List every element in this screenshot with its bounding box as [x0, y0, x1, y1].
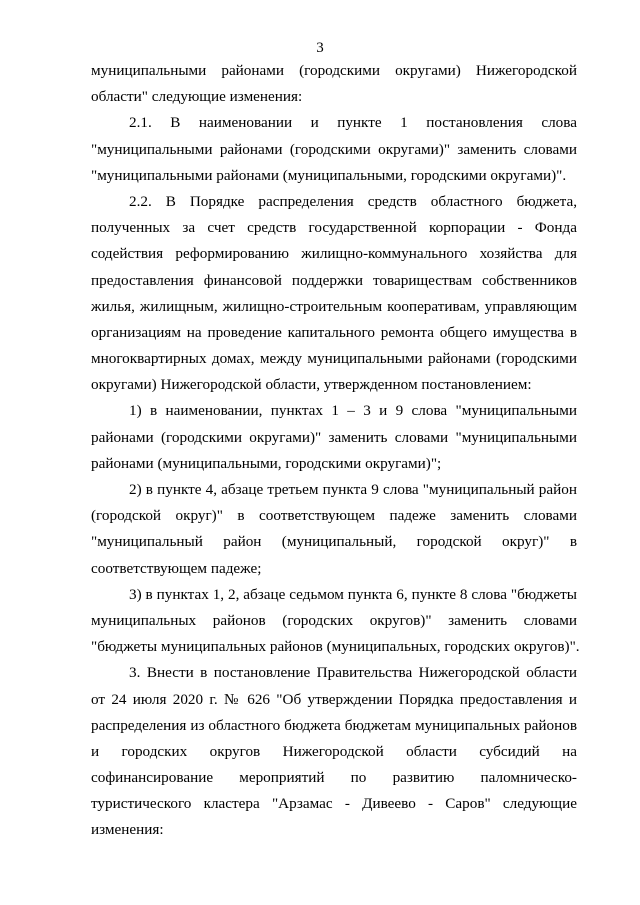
- page-number: 3: [316, 40, 324, 56]
- text-line: муниципальных районов (городских округов)" заменить словами: [91, 611, 577, 629]
- text-line: области" следующие изменения:: [91, 88, 303, 106]
- text-line: предоставления финансовой поддержки товариществам собственников: [91, 271, 577, 289]
- text-line: округами) Нижегородской области, утвержденном постановлением:: [91, 376, 532, 394]
- text-line: соответствующем падеже;: [91, 559, 262, 577]
- text-line: 2) в пункте 4, абзаце третьем пункта 9 слова "муниципальный район: [129, 481, 577, 498]
- text-line: "муниципальный район (муниципальный, городской округ)" в: [91, 533, 577, 551]
- text-line: изменения:: [91, 821, 164, 839]
- text-line: многоквартирных домах, между муниципальными районами (городскими: [91, 350, 577, 368]
- text-line: 1) в наименовании, пунктах 1 – 3 и 9 слова "муниципальными: [129, 402, 577, 420]
- text-line: "муниципальными районами (муниципальными, городскими округами)".: [91, 166, 567, 184]
- text-line: 2.1. В наименовании и пункте 1 постановления слова: [129, 114, 577, 132]
- document-body: [91, 58, 580, 844]
- text-line: (городской округ)" в соответствующем падеже заменить словами: [91, 507, 577, 525]
- text-line: 3. Внести в постановление Правительства Нижегородской области: [129, 664, 577, 682]
- text-line: полученных за счет средств государственной корпорации - Фонда: [91, 219, 577, 237]
- text-line: и городских округов Нижегородской области субсидий на: [91, 742, 577, 760]
- text-line: организациям на проведение капитального ремонта общего имущества в: [91, 323, 577, 341]
- text-line: 3) в пунктах 1, 2, абзаце седьмом пункта 6, пункте 8 слова "бюджеты: [129, 585, 577, 603]
- text-line: районами (городскими округами)" заменить словами "муниципальными: [91, 428, 577, 446]
- text-line: районами (муниципальными, городскими округами)";: [91, 454, 442, 472]
- text-line: распределения из областного бюджета бюджетам муниципальных районов: [91, 716, 577, 734]
- text-line: 2.2. В Порядке распределения средств областного бюджета,: [129, 192, 577, 210]
- text-line: муниципальными районами (городскими округами) Нижегородской: [91, 62, 577, 79]
- text-line: софинансирование мероприятий по развитию паломническо-: [91, 769, 577, 787]
- text-line: содействия реформированию жилищно-коммунального хозяйства для: [91, 245, 577, 263]
- text-line: от 24 июля 2020 г. № 626 "Об утверждении Порядка предоставления и: [91, 690, 577, 708]
- text-line: туристического кластера "Арзамас - Дивеево - Саров" следующие: [91, 795, 577, 813]
- text-line: "бюджеты муниципальных районов (муниципальных, городских округов)".: [91, 638, 580, 656]
- text-line: жилья, жилищным, жилищно-строительным кооперативам, управляющим: [91, 297, 577, 315]
- text-line: "муниципальными районами (городскими округами)" заменить словами: [91, 140, 577, 158]
